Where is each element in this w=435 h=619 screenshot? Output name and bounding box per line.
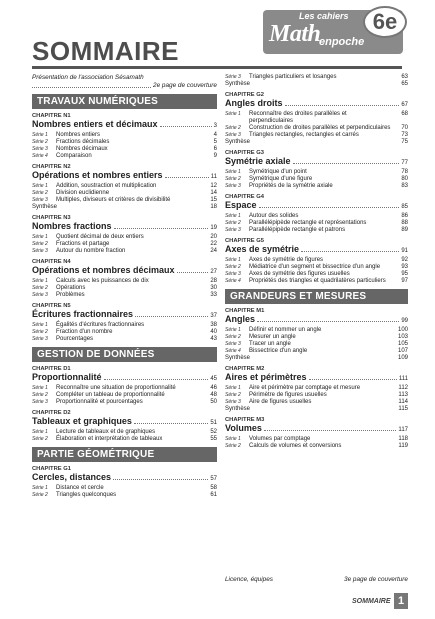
synthese-page: 65 bbox=[401, 81, 408, 87]
serie-page: 103 bbox=[397, 334, 408, 340]
chapter-page: 37 bbox=[210, 313, 217, 319]
synthese-label: Synthèse bbox=[225, 81, 251, 87]
synthese-entry[interactable] bbox=[225, 81, 408, 88]
chapter-entry[interactable] bbox=[225, 156, 408, 169]
chapter-label: CHAPITRE D2 bbox=[32, 410, 71, 416]
chapter-label: CHAPITRE M2 bbox=[225, 366, 265, 372]
serie-title: Multiples, diviseurs et critères de divisibilité bbox=[56, 197, 171, 203]
serie-title: Triangles quelconques bbox=[56, 492, 117, 498]
serie-entry[interactable] bbox=[225, 176, 408, 183]
chapter-entry[interactable] bbox=[225, 372, 408, 385]
serie-title: Autour des solides bbox=[249, 213, 299, 219]
serie-title: Médiatrice d'un segment et bissectrice d'un angle bbox=[249, 264, 381, 270]
chapter-page: 117 bbox=[398, 427, 408, 433]
serie-title: Pourcentages bbox=[56, 336, 94, 342]
leader-dots bbox=[165, 172, 209, 178]
serie-number: Série 2 bbox=[225, 264, 241, 270]
chapter-label: CHAPITRE G4 bbox=[225, 194, 264, 200]
leader-dots bbox=[32, 82, 151, 88]
serie-entry[interactable] bbox=[225, 74, 408, 81]
serie-entry[interactable] bbox=[225, 264, 408, 271]
serie-number: Série 1 bbox=[225, 327, 241, 333]
serie-entry[interactable] bbox=[32, 492, 217, 499]
serie-page: 12 bbox=[210, 183, 217, 189]
serie-title: Aire de figures usuelles bbox=[249, 399, 312, 405]
serie-entry[interactable] bbox=[225, 278, 408, 285]
serie-number: Série 1 bbox=[32, 322, 48, 328]
serie-title: Axes de symétrie de figures bbox=[249, 257, 324, 263]
leader-dots bbox=[301, 246, 399, 252]
serie-page: 22 bbox=[210, 241, 217, 247]
serie-entry[interactable] bbox=[225, 227, 408, 234]
serie-entry[interactable] bbox=[225, 443, 408, 450]
chapter-entry[interactable] bbox=[225, 314, 408, 327]
chapter-label: CHAPITRE M3 bbox=[225, 417, 265, 423]
serie-entry[interactable] bbox=[32, 241, 217, 248]
serie-number: Série 2 bbox=[32, 392, 48, 398]
chapter-entry[interactable] bbox=[32, 416, 217, 429]
chapter-label: CHAPITRE G5 bbox=[225, 238, 264, 244]
serie-entry[interactable] bbox=[32, 132, 217, 139]
serie-entry[interactable] bbox=[32, 285, 217, 292]
serie-title: Définir et nommer un angle bbox=[249, 327, 322, 333]
chapter-entry[interactable] bbox=[32, 119, 217, 132]
left-entries bbox=[32, 94, 217, 499]
chapter-title: Espace bbox=[225, 200, 257, 210]
serie-number: Série 1 bbox=[32, 132, 48, 138]
serie-title: Division euclidienne bbox=[56, 190, 110, 196]
serie-entry[interactable] bbox=[225, 220, 408, 227]
chapter-title: Angles droits bbox=[225, 98, 283, 108]
serie-entry[interactable] bbox=[32, 322, 217, 329]
chapter-page: 57 bbox=[210, 476, 217, 482]
serie-page: 43 bbox=[210, 336, 217, 342]
serie-page: 83 bbox=[401, 183, 408, 189]
serie-entry[interactable] bbox=[225, 399, 408, 406]
serie-entry[interactable] bbox=[32, 183, 217, 190]
leader-dots bbox=[135, 311, 208, 317]
leader-dots bbox=[114, 223, 209, 229]
serie-entry[interactable] bbox=[225, 271, 408, 278]
section-heading: GESTION DE DONNÉES bbox=[32, 347, 217, 362]
serie-number: Série 2 bbox=[32, 241, 48, 247]
logo-suffix-text: enpoche bbox=[319, 36, 365, 48]
toc-left-column bbox=[32, 74, 217, 499]
section-heading: GRANDEURS ET MESURES bbox=[225, 289, 408, 304]
synthese-entry[interactable] bbox=[225, 139, 408, 146]
serie-entry[interactable] bbox=[32, 248, 217, 255]
footer-entry bbox=[225, 576, 408, 583]
chapter-title: Nombres entiers et décimaux bbox=[32, 119, 158, 129]
chapter-page: 99 bbox=[401, 318, 408, 324]
chapter-label: CHAPITRE N3 bbox=[32, 215, 71, 221]
serie-page: 92 bbox=[401, 257, 408, 263]
leader-dots bbox=[113, 474, 208, 480]
serie-number: Série 1 bbox=[225, 111, 241, 117]
chapter-label: CHAPITRE G3 bbox=[225, 150, 264, 156]
serie-title: Problèmes bbox=[56, 292, 85, 298]
serie-entry[interactable] bbox=[225, 327, 408, 334]
serie-title: Nombres entiers bbox=[56, 132, 101, 138]
leader-dots bbox=[134, 418, 208, 424]
serie-entry[interactable] bbox=[225, 392, 408, 399]
serie-number: Série 2 bbox=[32, 139, 48, 145]
chapter-label: CHAPITRE N2 bbox=[32, 164, 71, 170]
serie-number: Série 3 bbox=[32, 336, 48, 342]
synthese-entry[interactable] bbox=[225, 355, 408, 362]
serie-entry[interactable] bbox=[225, 257, 408, 264]
serie-page: 95 bbox=[401, 271, 408, 277]
serie-title: Nombres décimaux bbox=[56, 146, 108, 152]
serie-page: 40 bbox=[210, 329, 217, 335]
chapter-page: 111 bbox=[398, 376, 408, 382]
chapter-label: CHAPITRE G2 bbox=[225, 92, 264, 98]
serie-page: 68 bbox=[401, 111, 408, 117]
synthese-page: 75 bbox=[401, 139, 408, 145]
serie-title: Axes de symétrie des figures usuelles bbox=[249, 271, 350, 277]
serie-title: Quotient décimal de deux entiers bbox=[56, 234, 144, 240]
serie-title: Périmètre de figures usuelles bbox=[249, 392, 327, 398]
synthese-page: 18 bbox=[210, 204, 217, 210]
chapter-title: Proportionnalité bbox=[32, 372, 102, 382]
serie-title: Triangles rectangles, rectangles et carrés bbox=[249, 132, 359, 138]
serie-page: 70 bbox=[401, 125, 408, 131]
serie-title: Symétrique d'une figure bbox=[249, 176, 313, 182]
serie-number: Série 3 bbox=[32, 248, 48, 254]
toc-right-column bbox=[225, 74, 408, 450]
presentation-page-row bbox=[32, 82, 217, 90]
chapter-entry[interactable] bbox=[32, 170, 217, 183]
serie-entry[interactable] bbox=[32, 429, 217, 436]
section-heading: TRAVAUX NUMÉRIQUES bbox=[32, 94, 217, 109]
serie-number: Série 1 bbox=[32, 429, 48, 435]
serie-title: Tracer un angle bbox=[249, 341, 291, 347]
chapter-title: Axes de symétrie bbox=[225, 244, 300, 254]
serie-number: Série 3 bbox=[225, 132, 241, 138]
leader-dots bbox=[104, 374, 209, 380]
synthese-entry[interactable] bbox=[32, 204, 217, 211]
serie-title: Égalités d'écritures fractionnaires bbox=[56, 322, 145, 328]
serie-entry[interactable] bbox=[32, 153, 217, 160]
chapter-page: 3 bbox=[213, 123, 217, 129]
logo-small-text: Les cahiers bbox=[299, 11, 349, 21]
serie-page: 73 bbox=[401, 132, 408, 138]
leader-dots bbox=[160, 121, 212, 127]
serie-number: Série 1 bbox=[225, 385, 241, 391]
serie-number: Série 2 bbox=[225, 220, 241, 226]
serie-number: Série 1 bbox=[32, 385, 48, 391]
chapter-title: Aires et périmètres bbox=[225, 372, 307, 382]
synthese-entry[interactable] bbox=[225, 406, 408, 413]
serie-page: 119 bbox=[398, 443, 408, 449]
serie-title: Aire et périmètre par comptage et mesure bbox=[249, 385, 361, 391]
chapter-page: 91 bbox=[401, 248, 408, 254]
serie-entry[interactable] bbox=[225, 132, 408, 139]
serie-page: 20 bbox=[210, 234, 217, 240]
serie-page: 50 bbox=[210, 399, 217, 405]
logo-grade: 6e bbox=[363, 6, 407, 38]
serie-entry[interactable] bbox=[32, 292, 217, 299]
serie-title: Propriétés de la symétrie axiale bbox=[249, 183, 333, 189]
serie-page: 63 bbox=[401, 74, 408, 80]
footer-page: 3e page de couverture bbox=[344, 576, 408, 583]
chapter-entry[interactable] bbox=[32, 265, 217, 278]
chapter-title: Volumes bbox=[225, 423, 262, 433]
chapter-title: Symétrie axiale bbox=[225, 156, 291, 166]
serie-entry[interactable] bbox=[32, 485, 217, 492]
chapter-title: Opérations et nombres décimaux bbox=[32, 265, 175, 275]
serie-page: 114 bbox=[398, 399, 408, 405]
serie-page: 52 bbox=[210, 429, 217, 435]
serie-number: Série 4 bbox=[225, 348, 241, 354]
serie-entry[interactable] bbox=[32, 139, 217, 146]
serie-number: Série 2 bbox=[225, 443, 241, 449]
serie-title: Bissectrice d'un angle bbox=[249, 348, 308, 354]
serie-entry[interactable] bbox=[225, 213, 408, 220]
serie-number: Série 1 bbox=[225, 213, 241, 219]
serie-page: 9 bbox=[213, 153, 217, 159]
chapter-page: 67 bbox=[401, 102, 408, 108]
serie-number: Série 2 bbox=[32, 329, 48, 335]
serie-number: Série 1 bbox=[32, 183, 48, 189]
leader-dots bbox=[264, 425, 397, 431]
serie-entry[interactable] bbox=[32, 234, 217, 241]
synthese-label: Synthèse bbox=[225, 355, 251, 361]
synthese-page: 115 bbox=[398, 406, 408, 412]
presentation-entry bbox=[32, 74, 217, 90]
leader-dots bbox=[293, 158, 400, 164]
page-number: 1 bbox=[394, 593, 408, 609]
serie-entry[interactable] bbox=[225, 183, 408, 190]
serie-page: 78 bbox=[401, 169, 408, 175]
chapter-page: 45 bbox=[210, 376, 217, 382]
serie-page: 14 bbox=[210, 190, 217, 196]
serie-page: 89 bbox=[401, 227, 408, 233]
page-label: SOMMAIRE bbox=[352, 598, 391, 605]
serie-page: 46 bbox=[210, 385, 217, 391]
serie-title: Symétrique d'un point bbox=[249, 169, 307, 175]
serie-page: 30 bbox=[210, 285, 217, 291]
serie-page: 58 bbox=[210, 485, 217, 491]
serie-entry[interactable] bbox=[225, 169, 408, 176]
serie-title: Élaboration et interprétation de tableaux bbox=[56, 436, 163, 442]
synthese-label: Synthèse bbox=[225, 139, 251, 145]
serie-title: Compléter un tableau de proportionnalité bbox=[56, 392, 165, 398]
serie-number: Série 3 bbox=[32, 146, 48, 152]
right-entries bbox=[225, 74, 408, 450]
chapter-label: CHAPITRE M1 bbox=[225, 308, 265, 314]
chapter-label: CHAPITRE N1 bbox=[32, 113, 71, 119]
chapter-title: Écritures fractionnaires bbox=[32, 309, 134, 319]
serie-entry[interactable] bbox=[225, 385, 408, 392]
chapter-entry[interactable] bbox=[225, 98, 408, 111]
serie-number: Série 3 bbox=[32, 399, 48, 405]
serie-entry[interactable] bbox=[32, 278, 217, 285]
serie-page: 118 bbox=[398, 436, 408, 442]
cahiers-mathenpoche-logo bbox=[263, 6, 413, 58]
serie-title: Parallélépipède rectangle et représentations bbox=[249, 220, 367, 226]
serie-page: 28 bbox=[210, 278, 217, 284]
serie-entry[interactable] bbox=[225, 436, 408, 443]
serie-number: Série 2 bbox=[32, 436, 48, 442]
serie-entry[interactable] bbox=[225, 111, 408, 125]
serie-number: Série 1 bbox=[225, 169, 241, 175]
serie-title: Proportionnalité et pourcentages bbox=[56, 399, 143, 405]
serie-number: Série 1 bbox=[225, 436, 241, 442]
chapter-title: Cercles, distances bbox=[32, 472, 112, 482]
logo-big-text: Math bbox=[269, 21, 321, 47]
chapter-entry[interactable] bbox=[32, 472, 217, 485]
leader-dots bbox=[309, 374, 397, 380]
serie-entry[interactable] bbox=[225, 125, 408, 132]
section-heading: PARTIE GÉOMÉTRIQUE bbox=[32, 447, 217, 462]
serie-entry[interactable] bbox=[32, 392, 217, 399]
serie-title: Parallélépipède rectangle et patrons bbox=[249, 227, 346, 233]
serie-number: Série 1 bbox=[32, 234, 48, 240]
chapter-entry[interactable] bbox=[225, 244, 408, 257]
serie-title: Comparaison bbox=[56, 153, 92, 159]
serie-number: Série 1 bbox=[225, 257, 241, 263]
serie-number: Série 2 bbox=[32, 285, 48, 291]
serie-number: Série 3 bbox=[225, 183, 241, 189]
chapter-page: 77 bbox=[401, 160, 408, 166]
chapter-page: 27 bbox=[210, 269, 217, 275]
serie-entry[interactable] bbox=[32, 329, 217, 336]
serie-number: Série 3 bbox=[32, 292, 48, 298]
serie-title: Propriétés des triangles et quadrilatères particuliers bbox=[249, 278, 386, 284]
serie-entry[interactable] bbox=[225, 348, 408, 355]
presentation-text: Présentation de l'association Sésamath bbox=[32, 74, 144, 81]
chapter-label: CHAPITRE N5 bbox=[32, 303, 71, 309]
leader-dots bbox=[177, 267, 209, 273]
chapter-title: Opérations et nombres entiers bbox=[32, 170, 163, 180]
synthese-label: Synthèse bbox=[225, 406, 251, 412]
serie-entry[interactable] bbox=[32, 385, 217, 392]
serie-title: Addition, soustraction et multiplication bbox=[56, 183, 157, 189]
serie-page: 112 bbox=[398, 385, 408, 391]
serie-page: 97 bbox=[401, 278, 408, 284]
serie-title: Fractions décimales bbox=[56, 139, 110, 145]
serie-page: 15 bbox=[210, 197, 217, 203]
serie-number: Série 3 bbox=[225, 341, 241, 347]
serie-page: 113 bbox=[398, 392, 408, 398]
serie-number: Série 2 bbox=[32, 190, 48, 196]
chapter-page: 19 bbox=[210, 225, 217, 231]
serie-number: Série 3 bbox=[225, 399, 241, 405]
serie-entry[interactable] bbox=[32, 197, 217, 204]
synthese-label: Synthèse bbox=[32, 204, 58, 210]
serie-title: Reconnaître des droites parallèles et perpendiculaires bbox=[249, 111, 347, 124]
serie-title: Lecture de tableaux et de graphiques bbox=[56, 429, 156, 435]
serie-entry[interactable] bbox=[225, 341, 408, 348]
serie-title: Volumes par comptage bbox=[249, 436, 311, 442]
serie-entry[interactable] bbox=[225, 334, 408, 341]
serie-page: 61 bbox=[210, 492, 217, 498]
serie-title: Calculs de volumes et conversions bbox=[249, 443, 342, 449]
serie-entry[interactable] bbox=[32, 399, 217, 406]
chapter-page: 85 bbox=[401, 204, 408, 210]
chapter-entry[interactable] bbox=[225, 200, 408, 213]
serie-page: 55 bbox=[210, 436, 217, 442]
serie-number: Série 4 bbox=[32, 153, 48, 159]
serie-title: Mesurer un angle bbox=[249, 334, 296, 340]
chapter-entry[interactable] bbox=[32, 372, 217, 385]
serie-title: Calculs avec les puissances de dix bbox=[56, 278, 149, 284]
serie-title: Opérations bbox=[56, 285, 86, 291]
serie-title: Distance et cercle bbox=[56, 485, 104, 491]
serie-page: 33 bbox=[210, 292, 217, 298]
serie-page: 93 bbox=[401, 264, 408, 270]
chapter-title: Tableaux et graphiques bbox=[32, 416, 132, 426]
serie-page: 86 bbox=[401, 213, 408, 219]
leader-dots bbox=[259, 202, 400, 208]
serie-page: 105 bbox=[397, 341, 408, 347]
serie-number: Série 3 bbox=[225, 227, 241, 233]
presentation-page: 2e page de couverture bbox=[153, 82, 217, 89]
serie-number: Série 2 bbox=[32, 492, 48, 498]
serie-entry[interactable] bbox=[32, 190, 217, 197]
chapter-label: CHAPITRE G1 bbox=[32, 466, 71, 472]
serie-number: Série 2 bbox=[225, 334, 241, 340]
chapter-title: Angles bbox=[225, 314, 256, 324]
serie-number: Série 1 bbox=[32, 278, 48, 284]
chapter-page: 51 bbox=[210, 420, 217, 426]
header-rule bbox=[32, 66, 402, 69]
serie-title: Fractions et partage bbox=[56, 241, 110, 247]
serie-title: Reconnaître une situation de proportionnalité bbox=[56, 385, 176, 391]
serie-entry[interactable] bbox=[32, 146, 217, 153]
chapter-page: 11 bbox=[210, 174, 217, 180]
serie-page: 107 bbox=[397, 348, 408, 354]
page-title: SOMMAIRE bbox=[32, 36, 179, 66]
chapter-entry[interactable] bbox=[32, 309, 217, 322]
leader-dots bbox=[257, 316, 399, 322]
serie-number: Série 1 bbox=[32, 485, 48, 491]
serie-number: Série 2 bbox=[225, 392, 241, 398]
serie-title: Triangles particuliers et losanges bbox=[249, 74, 337, 80]
serie-number: Série 3 bbox=[225, 271, 241, 277]
serie-entry[interactable] bbox=[32, 436, 217, 443]
chapter-label: CHAPITRE D1 bbox=[32, 366, 71, 372]
serie-number: Série 2 bbox=[225, 125, 241, 131]
chapter-entry[interactable] bbox=[32, 221, 217, 234]
serie-number: Série 2 bbox=[225, 176, 241, 182]
serie-title: Fraction d'un nombre bbox=[56, 329, 113, 335]
serie-page: 6 bbox=[213, 146, 217, 152]
chapter-entry[interactable] bbox=[225, 423, 408, 436]
serie-title: Autour du nombre fraction bbox=[56, 248, 126, 254]
serie-number: Série 4 bbox=[225, 278, 241, 284]
serie-entry[interactable] bbox=[32, 336, 217, 343]
serie-number: Série 3 bbox=[32, 197, 48, 203]
chapter-title: Nombres fractions bbox=[32, 221, 112, 231]
serie-page: 4 bbox=[213, 132, 217, 138]
chapter-label: CHAPITRE N4 bbox=[32, 259, 71, 265]
serie-page: 38 bbox=[210, 322, 217, 328]
serie-page: 24 bbox=[210, 248, 217, 254]
serie-page: 88 bbox=[401, 220, 408, 226]
serie-number: Série 3 bbox=[225, 74, 241, 80]
serie-title: Construction de droites parallèles et perpendiculaires bbox=[249, 125, 391, 131]
footer-text: Licence, équipes bbox=[225, 576, 273, 583]
leader-dots bbox=[285, 100, 400, 106]
serie-page: 5 bbox=[213, 139, 217, 145]
serie-page: 80 bbox=[401, 176, 408, 182]
serie-page: 100 bbox=[397, 327, 408, 333]
synthese-page: 109 bbox=[397, 355, 408, 361]
serie-page: 48 bbox=[210, 392, 217, 398]
